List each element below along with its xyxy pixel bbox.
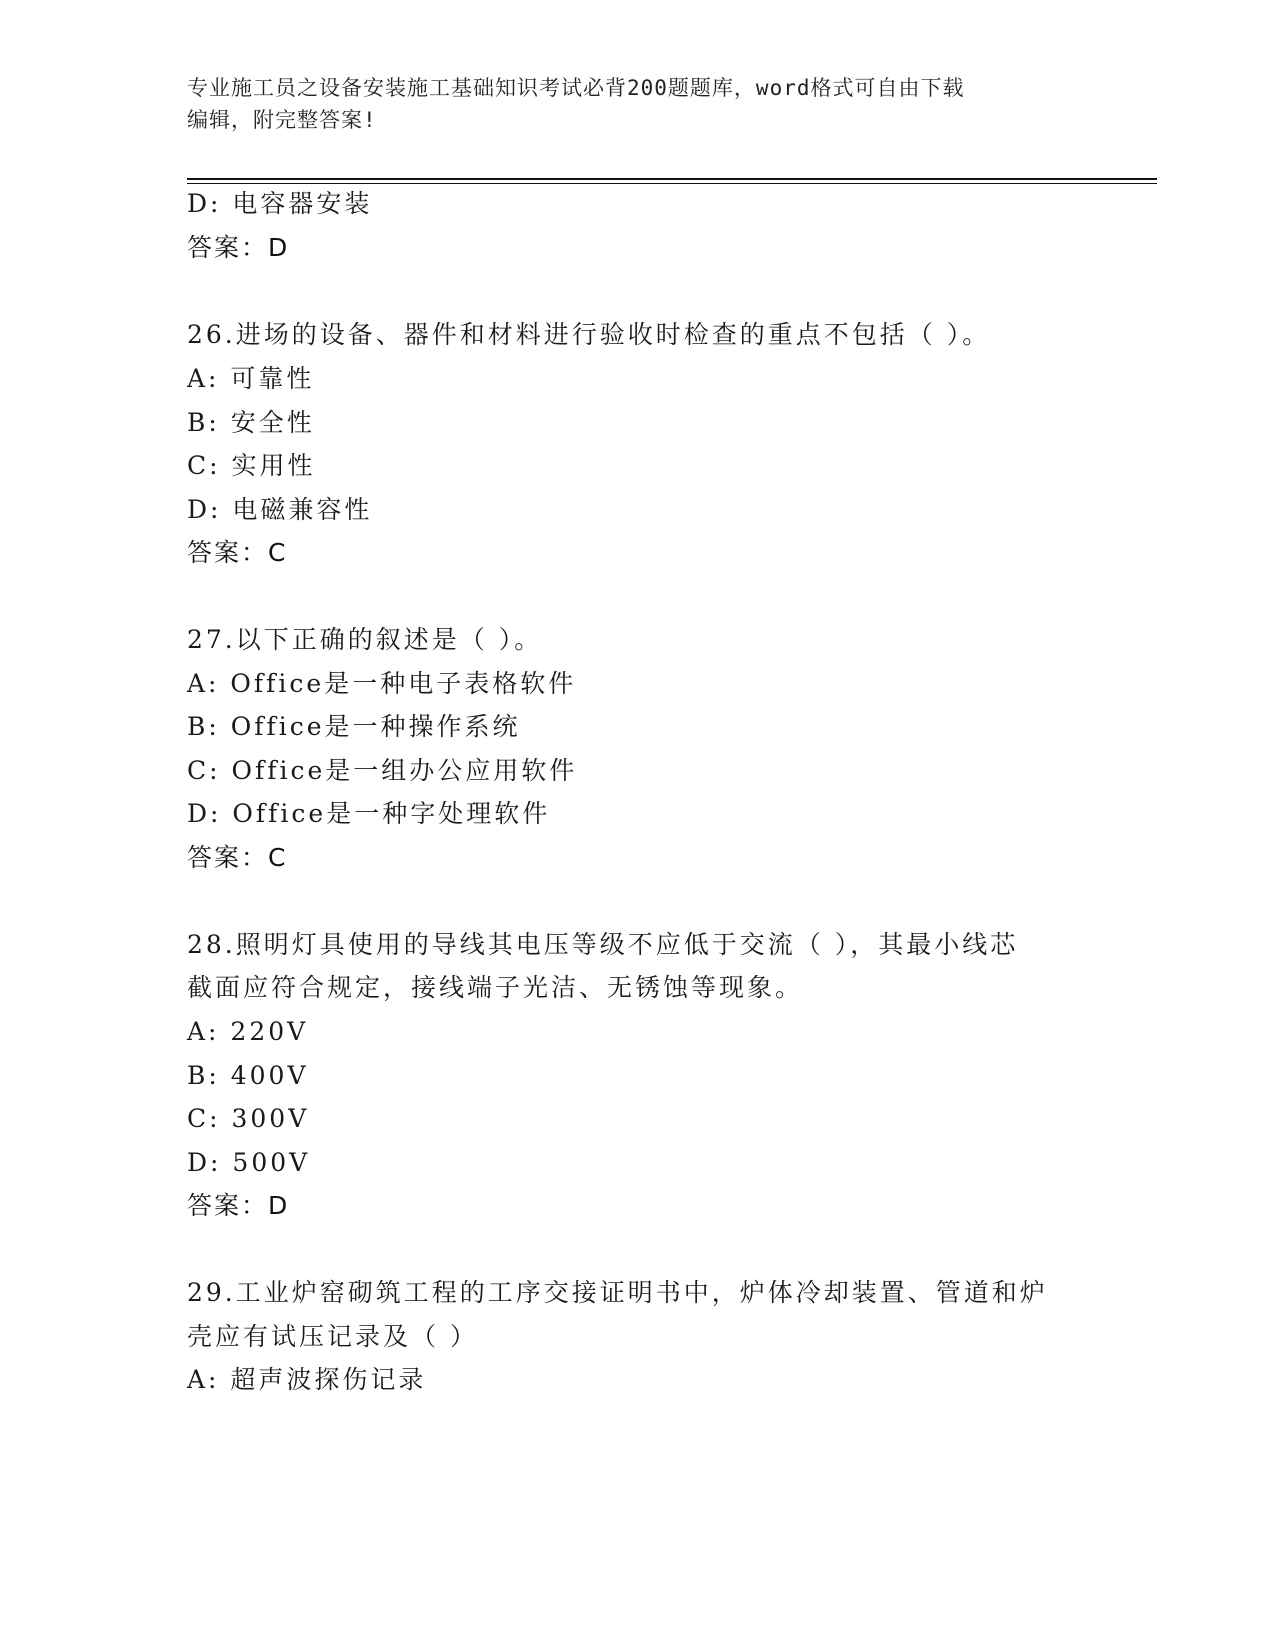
- q26-option-d: D: 电磁兼容性: [187, 495, 373, 524]
- q28-option-a: A: 220V: [187, 1017, 309, 1046]
- q26-option-a: A: 可靠性: [187, 364, 315, 393]
- q26-stem: 26.进场的设备、器件和材料进行验收时检查的重点不包括（ ）。: [187, 320, 991, 349]
- q27-answer: 答案：C: [187, 843, 288, 872]
- q26-option-b: B: 安全性: [187, 408, 315, 437]
- q25-answer: 答案：D: [187, 233, 290, 262]
- q26-option-c: C: 实用性: [187, 451, 316, 480]
- q26-answer: 答案：C: [187, 538, 288, 567]
- q28-stem-line-1: 28.照明灯具使用的导线其电压等级不应低于交流（ ），其最小线芯: [187, 930, 1019, 959]
- q28-option-c: C: 300V: [187, 1104, 310, 1133]
- header-divider-thick: [187, 178, 1157, 180]
- q27-option-b: B: Office是一种操作系统: [187, 712, 521, 741]
- q29-stem-line-2: 壳应有试压记录及（ ）: [187, 1322, 478, 1351]
- q28-stem-line-2: 截面应符合规定，接线端子光洁、无锈蚀等现象。: [187, 973, 804, 1002]
- q28-option-b: B: 400V: [187, 1061, 309, 1090]
- q29-option-a: A: 超声波探伤记录: [187, 1365, 427, 1394]
- header-divider-thin: [187, 183, 1157, 184]
- q28-option-d: D: 500V: [187, 1148, 311, 1177]
- q25-option-d: D: 电容器安装: [187, 189, 373, 218]
- q27-option-a: A: Office是一种电子表格软件: [187, 669, 577, 698]
- document-page: [187, 0, 1157, 1650]
- q28-answer: 答案：D: [187, 1191, 290, 1220]
- q27-stem: 27.以下正确的叙述是（ ）。: [187, 625, 543, 654]
- q27-option-d: D: Office是一种字处理软件: [187, 799, 551, 828]
- q29-stem-line-1: 29.工业炉窑砌筑工程的工序交接证明书中，炉体冷却装置、管道和炉: [187, 1278, 1048, 1307]
- q27-option-c: C: Office是一组办公应用软件: [187, 756, 578, 785]
- document-header: [187, 72, 1067, 136]
- header-title-line-1: 专业施工员之设备安装施工基础知识考试必背200题题库，word格式可自由下载: [187, 76, 965, 100]
- header-title-line-2: 编辑，附完整答案!: [187, 108, 377, 132]
